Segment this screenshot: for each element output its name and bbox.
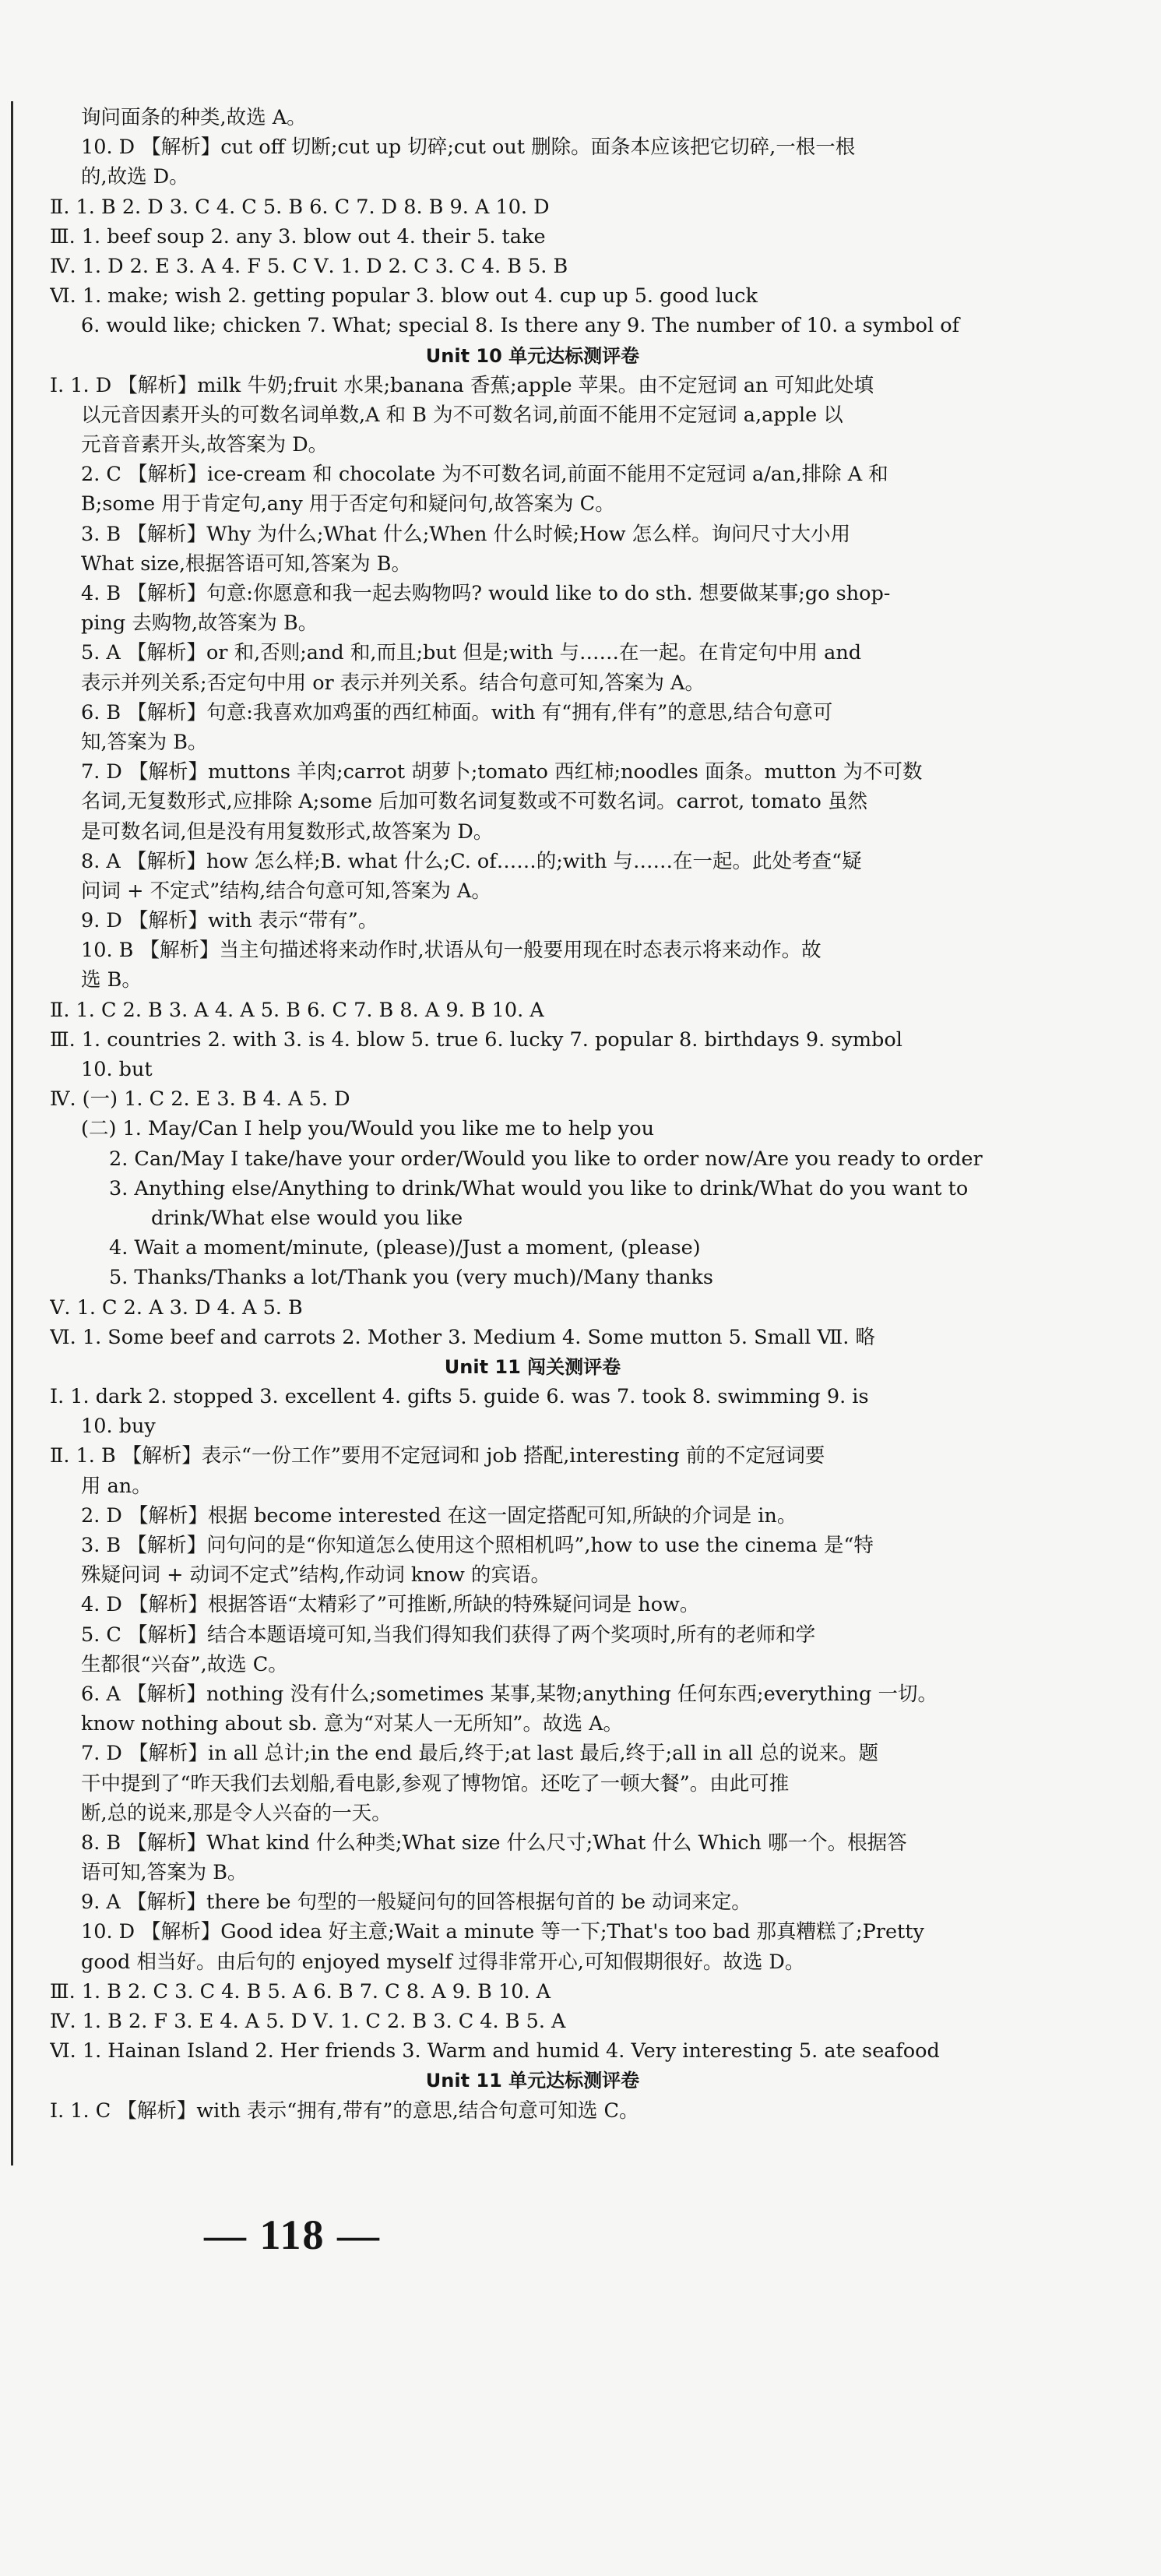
text-line: Ⅱ. 1. C 2. B 3. A 4. A 5. B 6. C 7. B 8. A 9. B 10. A bbox=[50, 998, 544, 1022]
text-line: 10. B 【解析】当主句描述将来动作时,状语从句一般要用现在时态表示将来动作。故 bbox=[81, 939, 821, 963]
text-line: Ⅱ. 1. B 【解析】表示“一份工作”要用不定冠词和 job 搭配,interesting 前的不定冠词要 bbox=[50, 1444, 825, 1468]
text-line: Ⅰ. 1. dark 2. stopped 3. excellent 4. gifts 5. guide 6. was 7. took 8. swimming 9. is bbox=[50, 1385, 869, 1409]
text-line: 2. Can/May I take/have your order/Would you like to order now/Are you ready to order bbox=[109, 1147, 983, 1171]
text-line: Ⅵ. 1. Some beef and carrots 2. Mother 3. Medium 4. Some mutton 5. Small Ⅶ. 略 bbox=[50, 1325, 875, 1349]
page-number: — 118 — bbox=[204, 2211, 382, 2258]
text-line: 表示并列关系;否定句中用 or 表示并列关系。结合句意可知,答案为 A。 bbox=[81, 671, 705, 695]
text-line: Ⅴ. 1. C 2. A 3. D 4. A 5. B bbox=[50, 1295, 303, 1320]
margin-rule bbox=[11, 101, 13, 2165]
text-line: 5. A 【解析】or 和,否则;and 和,而且;but 但是;with 与……在一起。在肯定句中用 and bbox=[81, 641, 862, 665]
text-line: 8. B 【解析】What kind 什么种类;What size 什么尺寸;What 什么 Which 哪一个。根据答 bbox=[81, 1831, 907, 1855]
text-line: 4. D 【解析】根据答语“太精彩了”可推断,所缺的特殊疑问词是 how。 bbox=[81, 1593, 700, 1617]
text-line: 2. D 【解析】根据 become interested 在这一固定搭配可知,所缺的介词是 in。 bbox=[81, 1503, 797, 1528]
text-line: Ⅳ. 1. D 2. E 3. A 4. F 5. C Ⅴ. 1. D 2. C 3. C 4. B 5. B bbox=[50, 254, 568, 278]
text-line: drink/What else would you like bbox=[151, 1206, 463, 1230]
text-line: Ⅳ. (一) 1. C 2. E 3. B 4. A 5. D bbox=[50, 1087, 350, 1112]
text-line: know nothing about sb. 意为“对某人一无所知”。故选 A。 bbox=[81, 1712, 623, 1736]
text-line: 元音音素开头,故答案为 D。 bbox=[81, 433, 329, 457]
text-line: 3. B 【解析】Why 为什么;What 什么;When 什么时候;How 怎么样。询问尺寸大小用 bbox=[81, 522, 851, 546]
text-line: Ⅲ. 1. B 2. C 3. C 4. B 5. A 6. B 7. C 8. A 9. B 10. A bbox=[50, 1979, 551, 2003]
text-line: 5. Thanks/Thanks a lot/Thank you (very much)/Many thanks bbox=[109, 1266, 713, 1290]
section-title: Unit 11 闯关测评卷 bbox=[444, 1355, 621, 1378]
text-line: 断,总的说来,那是令人兴奋的一天。 bbox=[81, 1801, 392, 1825]
text-line: 3. B 【解析】问句问的是“你知道怎么使用这个照相机吗”,how to use the cinema 是“特 bbox=[81, 1534, 874, 1557]
text-line: Ⅱ. 1. B 2. D 3. C 4. C 5. B 6. C 7. D 8. B 9. A 10. D bbox=[50, 195, 550, 219]
text-line: 6. A 【解析】nothing 没有什么;sometimes 某事,某物;anything 任何东西;everything 一切。 bbox=[81, 1682, 938, 1706]
text-line: 以元音因素开头的可数名词单数,A 和 B 为不可数名词,前面不能用不定冠词 a,apple 以 bbox=[81, 403, 843, 427]
text-line: 语可知,答案为 B。 bbox=[81, 1861, 248, 1885]
text-line: 2. C 【解析】ice-cream 和 chocolate 为不可数名词,前面不能用不定冠词 a/an,排除 A 和 bbox=[81, 463, 888, 487]
text-line: 4. Wait a moment/minute, (please)/Just a moment, (please) bbox=[109, 1236, 701, 1260]
text-line: 是可数名词,但是没有用复数形式,故答案为 D。 bbox=[81, 819, 494, 844]
text-line: 干中提到了“昨天我们去划船,看电影,参观了博物馆。还吃了一顿大餐”。由此可推 bbox=[81, 1771, 790, 1795]
text-line: 用 an。 bbox=[81, 1474, 152, 1498]
text-line: 殊疑问词 + 动词不定式”结构,作动词 know 的宾语。 bbox=[81, 1563, 551, 1588]
text-line: 5. C 【解析】结合本题语境可知,当我们得知我们获得了两个奖项时,所有的老师和学 bbox=[81, 1623, 816, 1647]
text-line: Ⅵ. 1. make; wish 2. getting popular 3. blow out 4. cup up 5. good luck bbox=[50, 284, 758, 308]
text-line: 10. D 【解析】Good idea 好主意;Wait a minute 等一下;That's too bad 那真糟糕了;Pretty bbox=[81, 1920, 924, 1944]
answer-content bbox=[50, 103, 1015, 2126]
text-line: 8. A 【解析】how 怎么样;B. what 什么;C. of……的;with 与……在一起。此处考查“疑 bbox=[81, 849, 862, 873]
text-line: (二) 1. May/Can I help you/Would you like me to help you bbox=[81, 1117, 654, 1141]
text-line: 3. Anything else/Anything to drink/What would you like to drink/What do you want to bbox=[109, 1176, 969, 1200]
text-line: 询问面条的种类,故选 A。 bbox=[81, 106, 307, 129]
section-title: Unit 11 单元达标测评卷 bbox=[425, 2070, 640, 2092]
text-line: Ⅲ. 1. beef soup 2. any 3. blow out 4. their 5. take bbox=[50, 224, 546, 248]
text-line: 知,答案为 B。 bbox=[81, 730, 208, 754]
text-line: ping 去购物,故答案为 B。 bbox=[81, 611, 318, 636]
text-line: 名词,无复数形式,应排除 A;some 后加可数名词复数或不可数名词。carrot, tomato 虽然 bbox=[81, 790, 868, 814]
text-line: 7. D 【解析】in all 总计;in the end 最后,终于;at last 最后,终于;all in all 总的说来。题 bbox=[81, 1742, 879, 1766]
text-line: 10. buy bbox=[81, 1415, 156, 1439]
text-line: 的,故选 D。 bbox=[81, 165, 189, 189]
text-line: Ⅳ. 1. B 2. F 3. E 4. A 5. D Ⅴ. 1. C 2. B 3. C 4. B 5. A bbox=[50, 2010, 566, 2033]
text-line: Ⅵ. 1. Hainan Island 2. Her friends 3. Warm and humid 4. Very interesting 5. ate seafood bbox=[50, 2039, 940, 2063]
text-line: 9. A 【解析】there be 句型的一般疑问句的回答根据句首的 be 动词来定。 bbox=[81, 1891, 751, 1915]
text-line: Ⅰ. 1. D 【解析】milk 牛奶;fruit 水果;banana 香蕉;apple 苹果。由不定冠词 an 可知此处填 bbox=[50, 373, 874, 397]
text-line: B;some 用于肯定句,any 用于否定句和疑问句,故答案为 C。 bbox=[81, 492, 615, 516]
text-line: Ⅰ. 1. C 【解析】with 表示“拥有,带有”的意思,结合句意可知选 C。 bbox=[50, 2099, 639, 2123]
text-line: 选 B。 bbox=[81, 968, 142, 992]
section-title: Unit 10 单元达标测评卷 bbox=[425, 344, 640, 367]
text-line: Ⅲ. 1. countries 2. with 3. is 4. blow 5. true 6. lucky 7. popular 8. birthdays 9. symbol bbox=[50, 1027, 902, 1052]
text-line: 7. D 【解析】muttons 羊肉;carrot 胡萝卜;tomato 西红柿;noodles 面条。mutton 为不可数 bbox=[81, 760, 923, 784]
text-line: 4. B 【解析】句意:你愿意和我一起去购物吗? would like to do sth. 想要做某事;go shop- bbox=[81, 582, 891, 605]
text-line: good 相当好。由后句的 enjoyed myself 过得非常开心,可知假期很好。故选 D。 bbox=[81, 1950, 805, 1974]
text-line: 6. would like; chicken 7. What; special 8. Is there any 9. The number of 10. a symbol of bbox=[81, 314, 960, 338]
text-line: 9. D 【解析】with 表示“带有”。 bbox=[81, 909, 378, 933]
text-line: 问词 + 不定式”结构,结合句意可知,答案为 A。 bbox=[81, 879, 491, 903]
text-line: What size,根据答语可知,答案为 B。 bbox=[81, 551, 412, 576]
text-line: 生都很“兴奋”,故选 C。 bbox=[81, 1652, 288, 1676]
text-line: 6. B 【解析】句意:我喜欢加鸡蛋的西红柿面。with 有“拥有,伴有”的意思,结合句意可 bbox=[81, 700, 833, 724]
text-line: 10. but bbox=[81, 1058, 153, 1081]
text-line: 10. D 【解析】cut off 切断;cut up 切碎;cut out 删除。面条本应该把它切碎,一根一根 bbox=[81, 136, 856, 160]
